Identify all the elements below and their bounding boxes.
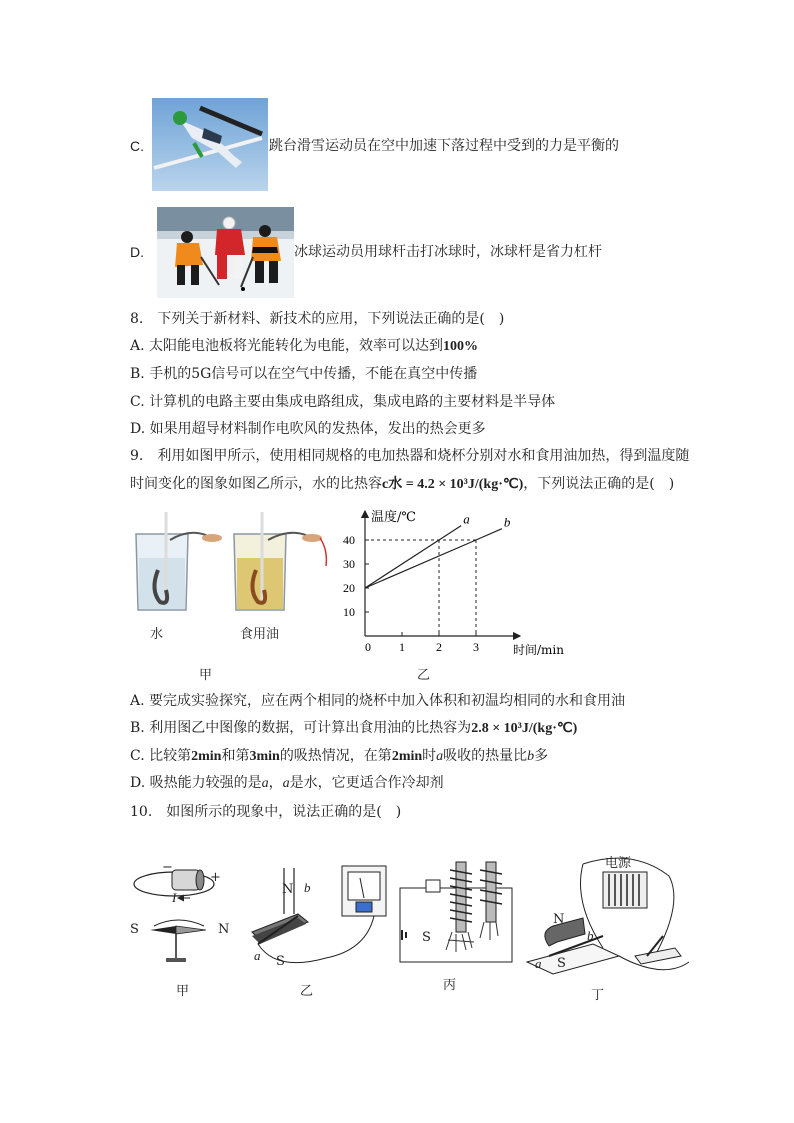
x-tick-label: 3 [473, 640, 479, 654]
figure-10-bing-caption: 丙 [443, 978, 457, 993]
ski-jump-photo [152, 98, 268, 191]
series-line-a [365, 526, 461, 588]
jia-s-pole: S [130, 922, 139, 937]
series-label-b: b [503, 514, 511, 530]
q9-option-b: B. 利用图乙中图像的数据，可计算出食用油的比热容为2.8 × 10³J/(kg·℃) [130, 720, 578, 736]
figure-10-jia [130, 858, 235, 973]
q9-stem-line1: 9. 利用如图甲所示，使用相同规格的电加热器和烧杯分别对水和食用油加热，得到温度随 [130, 448, 690, 464]
ding-power-label: 电源 [605, 856, 632, 871]
option-c-text: 跳台滑雪运动员在空中加速下落过程中受到的力是平衡的 [269, 138, 619, 154]
chart-svg [335, 505, 585, 670]
figure-10-ding [523, 852, 695, 982]
y-tick-label: 30 [343, 557, 355, 571]
jia-current: I [172, 890, 177, 905]
yi-n-pole: N [282, 882, 294, 897]
q9-stem-line2: 时间变化的图象如图乙所示，水的比热容c水 = 4.2 × 10³J/(kg·℃)，下列说法正确的是( ) [130, 476, 675, 492]
q8-option-d: D. 如果用超导材料制作电吹风的发热体，发出的热会更多 [130, 421, 486, 437]
y-tick-label: 10 [343, 605, 355, 619]
q8-option-a: A. 太阳能电池板将光能转化为电能，效率可以达到100% [130, 338, 479, 354]
x-tick-label: 0 [365, 640, 371, 654]
jia-minus: − [162, 860, 173, 875]
y-tick-label: 40 [343, 533, 355, 547]
figure-10-yi [246, 862, 394, 974]
oil-label: 食用油 [240, 627, 280, 642]
q9-option-c: C. 比较第2min和第3min的吸热情况，在第2min时a吸收的热量比b多 [130, 748, 549, 764]
chart-caption: 乙 [417, 668, 431, 683]
water-specific-heat: c水 = 4.2 × 10³J/(kg·℃) [382, 477, 524, 492]
y-tick-label: 20 [343, 581, 355, 595]
q8-option-c: C. 计算机的电路主要由集成电路组成，集成电路的主要材料是半导体 [130, 394, 556, 410]
jia-plus: + [210, 870, 221, 885]
q9-option-a: A. 要完成实验探究，应在两个相同的烧杯中加入体积和初温均相同的水和食用油 [130, 693, 626, 709]
ice-hockey-photo [157, 207, 294, 298]
ding-a: a [535, 956, 542, 971]
yi-b: b [304, 880, 311, 895]
figure-jia-beakers [130, 510, 330, 640]
figure-10-bing [398, 858, 516, 970]
ding-n-pole: N [553, 912, 565, 927]
yi-a: a [254, 948, 261, 963]
y-axis-label: 温度/℃ [371, 510, 416, 525]
jia-n-pole: N [218, 922, 230, 937]
option-c-label: C. [130, 138, 144, 154]
option-d-text: 冰球运动员用球杆击打冰球时，冰球杆是省力杠杆 [294, 244, 602, 260]
q9-option-d: D. 吸热能力较强的是a，a是水，它更适合作冷却剂 [130, 775, 444, 791]
figure-jia-caption: 甲 [199, 668, 213, 683]
q8-option-b: B. 手机的5G信号可以在空气中传播，不能在真空中传播 [130, 366, 478, 382]
water-label: 水 [150, 627, 164, 642]
q10-stem: 10. 如图所示的现象中，说法正确的是( ) [130, 804, 402, 820]
series-label-a: a [463, 511, 470, 527]
temperature-time-chart [335, 505, 585, 670]
x-axis-label: 时间/min [513, 643, 564, 657]
ding-b: b [587, 928, 594, 943]
figure-10-jia-caption: 甲 [176, 984, 190, 999]
option-d-label: D. [130, 244, 144, 260]
series-line-b [365, 529, 502, 588]
figure-10-yi-caption: 乙 [300, 984, 314, 999]
x-tick-label: 2 [436, 640, 442, 654]
q8-stem: 8. 下列关于新材料、新技术的应用，下列说法正确的是( ) [130, 311, 505, 327]
ding-s-pole: S [557, 956, 566, 971]
yi-s-pole: S [276, 954, 285, 969]
bing-switch-s: S [422, 930, 431, 945]
figure-10-ding-caption: 丁 [591, 988, 605, 1003]
x-tick-label: 1 [399, 640, 405, 654]
